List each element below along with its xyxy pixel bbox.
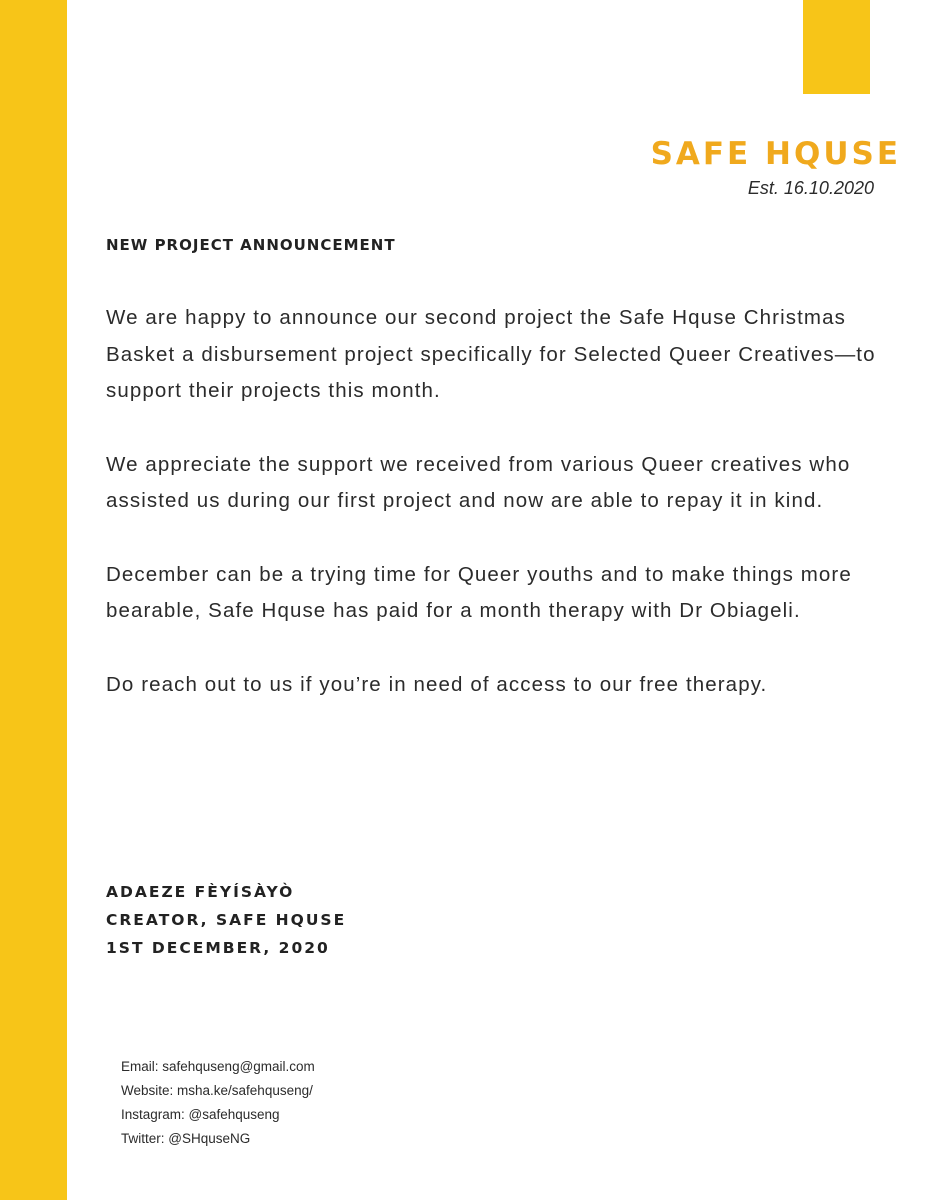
contact-email: Email: safehquseng@gmail.com [121, 1059, 315, 1074]
contact-instagram: Instagram: @safehquseng [121, 1107, 280, 1122]
letter-body [106, 300, 896, 740]
contact-twitter: Twitter: @SHquseNG [121, 1131, 251, 1146]
announcement-heading: NEW PROJECT ANNOUNCEMENT [106, 236, 396, 254]
top-accent-tab [803, 0, 870, 94]
signature-block [106, 878, 346, 962]
brand-name: SAFE HQUSE [650, 136, 901, 172]
signer-name: ADAEZE FÈYÍSÀYÒ [106, 883, 295, 901]
left-accent-band [0, 0, 67, 1200]
signer-role: CREATOR, SAFE HQUSE [106, 911, 347, 929]
contact-info [121, 1055, 315, 1151]
contact-website: Website: msha.ke/safehquseng/ [121, 1083, 313, 1098]
paragraph-4: Do reach out to us if you’re in need of access to our free therapy. [106, 672, 768, 696]
letter-date: 1ST DECEMBER, 2020 [106, 939, 330, 957]
paragraph-3: December can be a trying time for Queer youths and to make things more bearable, Safe Hquse has paid for a month therapy with Dr Obiageli. [106, 562, 852, 622]
paragraph-1: We are happy to announce our second project the Safe Hquse Christmas Basket a disbursement project specifically for Selected Queer Creatives—to support their projects this month. [106, 306, 876, 402]
established-date: Est. 16.10.2020 [747, 178, 874, 198]
paragraph-2: We appreciate the support we received from various Queer creatives who assisted us during our first project and now are able to repay it in kind. [106, 452, 851, 512]
